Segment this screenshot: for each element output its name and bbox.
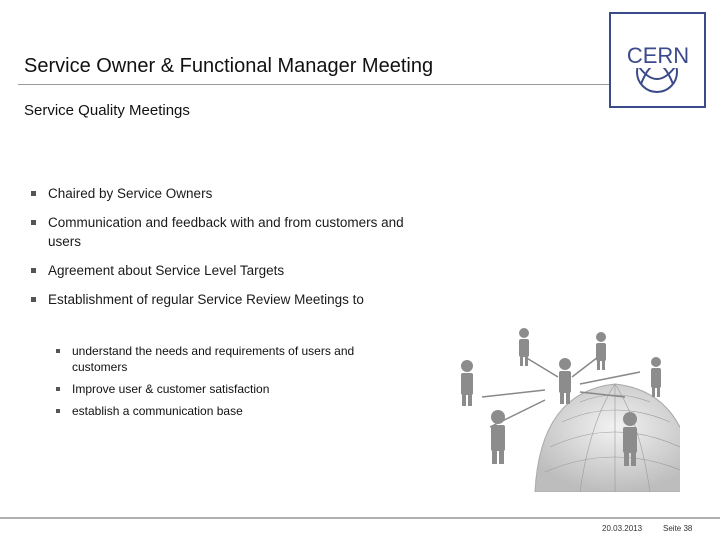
list-item (56, 343, 396, 375)
bullet-marker-icon (31, 297, 36, 302)
list-item (56, 381, 396, 397)
slide-title: Service Owner & Functional Manager Meeting (24, 55, 434, 77)
footer-page-number: Seite 38 (663, 524, 693, 533)
list-item-text: establish a communication base (72, 404, 243, 418)
people-network-dome-icon (450, 322, 680, 492)
title-divider (18, 84, 609, 85)
list-item-text: Agreement about Service Level Targets (48, 263, 285, 278)
bullet-marker-icon (56, 349, 60, 353)
footer-date: 20.03.2013 (602, 524, 643, 533)
bullet-marker-icon (56, 409, 60, 413)
bullet-marker-icon (31, 268, 36, 273)
footer-divider (0, 517, 720, 519)
people-network-illustration (450, 322, 680, 492)
list-item-text: Chaired by Service Owners (48, 186, 213, 201)
sub-bullet-list (56, 343, 396, 425)
bullet-marker-icon (56, 387, 60, 391)
slide-subtitle: Service Quality Meetings (24, 102, 190, 119)
cern-logo (609, 12, 706, 108)
bullet-marker-icon (31, 191, 36, 196)
list-item-text: Establishment of regular Service Review Meetings to (48, 292, 364, 307)
list-item-text: Improve user & customer satisfaction (72, 382, 270, 396)
bullet-marker-icon (31, 220, 36, 225)
cern-logo-icon (611, 14, 704, 106)
logo-text: CERN (626, 43, 690, 68)
bullet-list (30, 184, 410, 319)
list-item (30, 261, 410, 280)
list-item-text: Communication and feedback with and from customers and users (48, 215, 404, 249)
list-item-text: understand the needs and requirements of users and customers (72, 344, 355, 374)
list-item (30, 290, 410, 309)
list-item (30, 184, 410, 203)
list-item (56, 403, 396, 419)
list-item (30, 213, 410, 251)
